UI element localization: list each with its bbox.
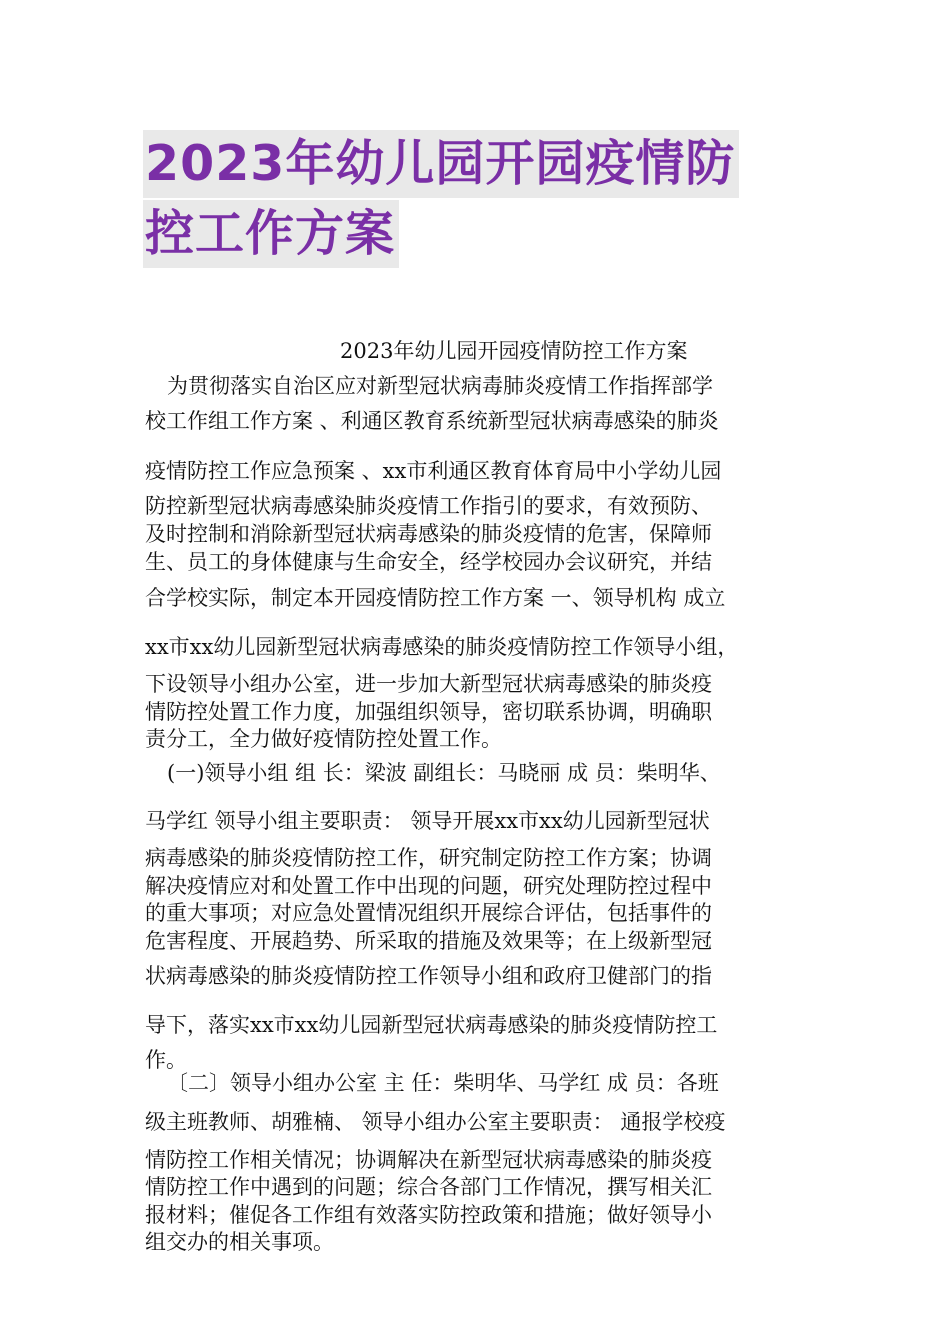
body-line: xx市xx幼儿园新型冠状病毒感染的肺炎疫情防控工作领导小组， [145, 635, 739, 659]
body-line: 导下，落实xx市xx幼儿园新型冠状病毒感染的肺炎疫情防控工 [145, 1013, 718, 1037]
document-subtitle: 2023年幼儿园开园疫情防控工作方案 [340, 339, 688, 363]
body-line: (一)领导小组 组 长：梁波 副组长：马晓丽 成 员：柴明华、 [167, 761, 721, 785]
body-line: 马学红 领导小组主要职责： 领导开展xx市xx幼儿园新型冠状 [145, 809, 710, 833]
document-title-line-1: 2023年幼儿园开园疫情防 [143, 130, 739, 198]
body-line: 校工作组工作方案 、利通区教育系统新型冠状病毒感染的肺炎 [145, 409, 719, 433]
body-line: 组交办的相关事项。 [145, 1230, 334, 1254]
body-line: 情防控工作中遇到的问题；综合各部门工作情况，撰写相关汇 [145, 1175, 712, 1199]
body-line: 作。 [145, 1048, 187, 1072]
body-line: 危害程度、开展趋势、所采取的措施及效果等；在上级新型冠 [145, 929, 712, 953]
body-line: 责分工，全力做好疫情防控处置工作。 [145, 727, 502, 751]
body-line: 病毒感染的肺炎疫情防控工作，研究制定防控工作方案；协调 [145, 846, 712, 870]
body-line: 情防控处置工作力度，加强组织领导，密切联系协调，明确职 [145, 700, 712, 724]
document-title-line-2: 控工作方案 [143, 200, 399, 268]
body-line: 情防控工作相关情况；协调解决在新型冠状病毒感染的肺炎疫 [145, 1148, 712, 1172]
body-line: 状病毒感染的肺炎疫情防控工作领导小组和政府卫健部门的指 [145, 964, 712, 988]
body-line: 疫情防控工作应急预案 、xx市利通区教育体育局中小学幼儿园 [145, 459, 722, 483]
body-line: 及时控制和消除新型冠状病毒感染的肺炎疫情的危害，保障师 [145, 522, 712, 546]
body-line: 为贯彻落实自治区应对新型冠状病毒肺炎疫情工作指挥部学 [167, 374, 713, 398]
body-line: 〔二〕领导小组办公室 主 任：柴明华、马学红 成 员：各班 [167, 1071, 719, 1095]
body-line: 生、员工的身体健康与生命安全，经学校园办会议研究，并结 [145, 550, 712, 574]
body-line: 合学校实际，制定本开园疫情防控工作方案 一、领导机构 成立 [145, 586, 726, 610]
body-line: 解决疫情应对和处置工作中出现的问题，研究处理防控过程中 [145, 874, 712, 898]
body-line: 级主班教师、胡雅楠、 领导小组办公室主要职责： 通报学校疫 [145, 1110, 726, 1134]
body-line: 报材料；催促各工作组有效落实防控政策和措施；做好领导小 [145, 1203, 712, 1227]
body-line: 下设领导小组办公室，进一步加大新型冠状病毒感染的肺炎疫 [145, 672, 712, 696]
body-line: 的重大事项；对应急处置情况组织开展综合评估，包括事件的 [145, 901, 712, 925]
body-line: 防控新型冠状病毒感染肺炎疫情工作指引的要求，有效预防、 [145, 494, 712, 518]
